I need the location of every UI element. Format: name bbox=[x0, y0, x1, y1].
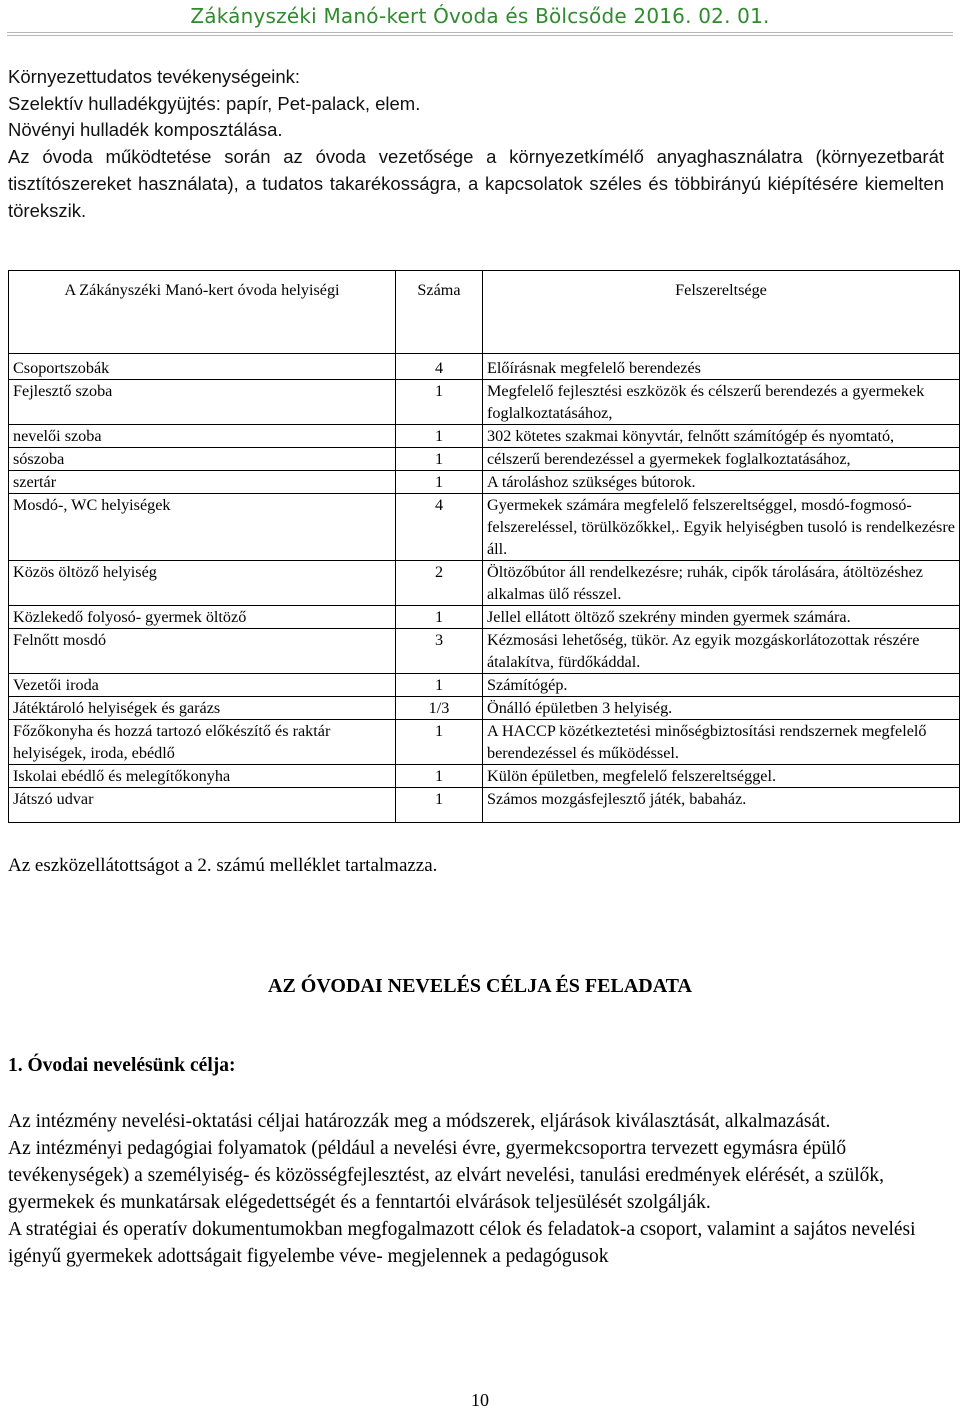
table-row bbox=[9, 788, 960, 823]
table-row bbox=[9, 471, 960, 494]
equipment-cell: Jellel ellátott öltöző szekrény minden gyermek számára. bbox=[483, 606, 960, 629]
count-cell: 1 bbox=[396, 765, 483, 788]
table-header-row bbox=[9, 271, 960, 354]
room-cell: sószoba bbox=[9, 448, 396, 471]
equipment-cell: Számítógép. bbox=[483, 674, 960, 697]
count-cell: 1/3 bbox=[396, 697, 483, 720]
room-cell: Közös öltöző helyiség bbox=[9, 561, 396, 606]
intro-section bbox=[8, 64, 944, 224]
count-cell: 1 bbox=[396, 471, 483, 494]
room-cell: Csoportszobák bbox=[9, 354, 396, 380]
count-cell: 1 bbox=[396, 425, 483, 448]
count-cell: 2 bbox=[396, 561, 483, 606]
room-cell: Iskolai ebédlő és melegítőkonyha bbox=[9, 765, 396, 788]
equipment-cell: Számos mozgásfejlesztő játék, babaház. bbox=[483, 788, 960, 823]
room-cell: Játszó udvar bbox=[9, 788, 396, 823]
header-equipment: Felszereltsége bbox=[483, 271, 960, 354]
count-cell: 4 bbox=[396, 354, 483, 380]
table-row bbox=[9, 629, 960, 674]
equipment-cell: Kézmosási lehetőség, tükör. Az egyik mozgáskorlátozottak részére átalakítva, fürdőkáddal. bbox=[483, 629, 960, 674]
sub-heading: 1. Óvodai nevelésünk célja: bbox=[8, 1055, 236, 1076]
table-row bbox=[9, 674, 960, 697]
header-room: A Zákányszéki Manó-kert óvoda helyiségi bbox=[9, 271, 396, 354]
count-cell: 1 bbox=[396, 606, 483, 629]
equipment-cell: 302 kötetes szakmai könyvtár, felnőtt számítógép és nyomtató, bbox=[483, 425, 960, 448]
intro-paragraph: Az óvoda működtetése során az óvoda vezetősége a környezetkímélő anyaghasználatra (környezetbarát tisztítószereket használata), a tudatos takarékosságra, a kapcsolatok széles és többirányú kiépítésére kiemelten törekszik. bbox=[8, 146, 944, 221]
table-row bbox=[9, 494, 960, 561]
equipment-cell: célszerű berendezéssel a gyermekek foglalkoztatásához, bbox=[483, 448, 960, 471]
intro-line: Környezettudatos tevékenységeink: bbox=[8, 66, 301, 87]
header-count: Száma bbox=[396, 271, 483, 354]
page-number: 10 bbox=[471, 1390, 489, 1410]
table-row bbox=[9, 354, 960, 380]
table-row bbox=[9, 606, 960, 629]
rooms-table bbox=[8, 270, 960, 823]
equipment-cell: A HACCP közétkeztetési minőségbiztosítási rendszernek megfelelő berendezéssel és működéssel. bbox=[483, 720, 960, 765]
intro-line: Növényi hulladék komposztálása. bbox=[8, 119, 283, 141]
equipment-cell: Önálló épületben 3 helyiség. bbox=[483, 697, 960, 720]
room-cell: nevelői szoba bbox=[9, 425, 396, 448]
body-text bbox=[8, 1108, 948, 1270]
equipment-cell: Előírásnak megfelelő berendezés bbox=[483, 354, 960, 380]
equipment-cell: Gyermekek számára megfelelő felszereltséggel, mosdó-fogmosó- felszereléssel, törülközőkkel,. Egyik helyiségben tusoló is rendelkezésre áll. bbox=[483, 494, 960, 561]
room-cell: szertár bbox=[9, 471, 396, 494]
room-cell: Játéktároló helyiségek és garázs bbox=[9, 697, 396, 720]
count-cell: 4 bbox=[396, 494, 483, 561]
room-cell: Főzőkonyha és hozzá tartozó előkészítő és raktár helyiségek, iroda, ebédlő bbox=[9, 720, 396, 765]
equipment-cell: A tároláshoz szükséges bútorok. bbox=[483, 471, 960, 494]
table-row bbox=[9, 561, 960, 606]
body-paragraph: Az intézményi pedagógiai folyamatok (például a nevelési évre, gyermekcsoportra tervezett egymásra épülő tevékenységek) a személyiség- és közösségfejlesztést, az elvárt nevelési, tanulási eredmények elérését, a szülők, gyermekek és munkatársak elégedettségét és a fenntartói elvárások teljesülését szolgálják. bbox=[8, 1138, 885, 1213]
room-cell: Közlekedő folyosó- gyermek öltöző bbox=[9, 606, 396, 629]
table-row bbox=[9, 720, 960, 765]
count-cell: 1 bbox=[396, 720, 483, 765]
equipment-cell: Öltözőbútor áll rendelkezésre; ruhák, cipők tárolására, átöltözéshez alkalmas ülő résszel. bbox=[483, 561, 960, 606]
equipment-note: Az eszközellátottságot a 2. számú melléklet tartalmazza. bbox=[8, 855, 438, 876]
room-cell: Vezetői iroda bbox=[9, 674, 396, 697]
count-cell: 3 bbox=[396, 629, 483, 674]
equipment-cell: Megfelelő fejlesztési eszközök és célszerű berendezés a gyermekek foglalkoztatásához, bbox=[483, 380, 960, 425]
room-cell: Mosdó-, WC helyiségek bbox=[9, 494, 396, 561]
body-paragraph: A stratégiai és operatív dokumentumokban megfogalmazott célok és feladatok-a csoport, valamint a sajátos nevelési igényű gyermekek adottságait figyelembe véve- megjelennek a pedagógusok bbox=[8, 1219, 916, 1267]
count-cell: 1 bbox=[396, 448, 483, 471]
header-divider bbox=[7, 32, 953, 36]
table-row bbox=[9, 448, 960, 471]
intro-line: Szelektív hulladékgyüjtés: papír, Pet-palack, elem. bbox=[8, 92, 421, 114]
count-cell: 1 bbox=[396, 674, 483, 697]
room-cell: Fejlesztő szoba bbox=[9, 380, 396, 425]
table-row bbox=[9, 697, 960, 720]
table-row bbox=[9, 425, 960, 448]
page-header-title: Zákányszéki Manó-kert Óvoda és Bölcsőde 2016. 02. 01. bbox=[190, 4, 770, 28]
count-cell: 1 bbox=[396, 788, 483, 823]
count-cell: 1 bbox=[396, 380, 483, 425]
equipment-cell: Külön épületben, megfelelő felszereltséggel. bbox=[483, 765, 960, 788]
section-title: AZ ÓVODAI NEVELÉS CÉLJA ÉS FELADATA bbox=[268, 975, 692, 997]
room-cell: Felnőtt mosdó bbox=[9, 629, 396, 674]
body-paragraph: Az intézmény nevelési-oktatási céljai határozzák meg a módszerek, eljárások kiválasztását, alkalmazását. bbox=[8, 1111, 831, 1132]
table-row bbox=[9, 380, 960, 425]
table-row bbox=[9, 765, 960, 788]
